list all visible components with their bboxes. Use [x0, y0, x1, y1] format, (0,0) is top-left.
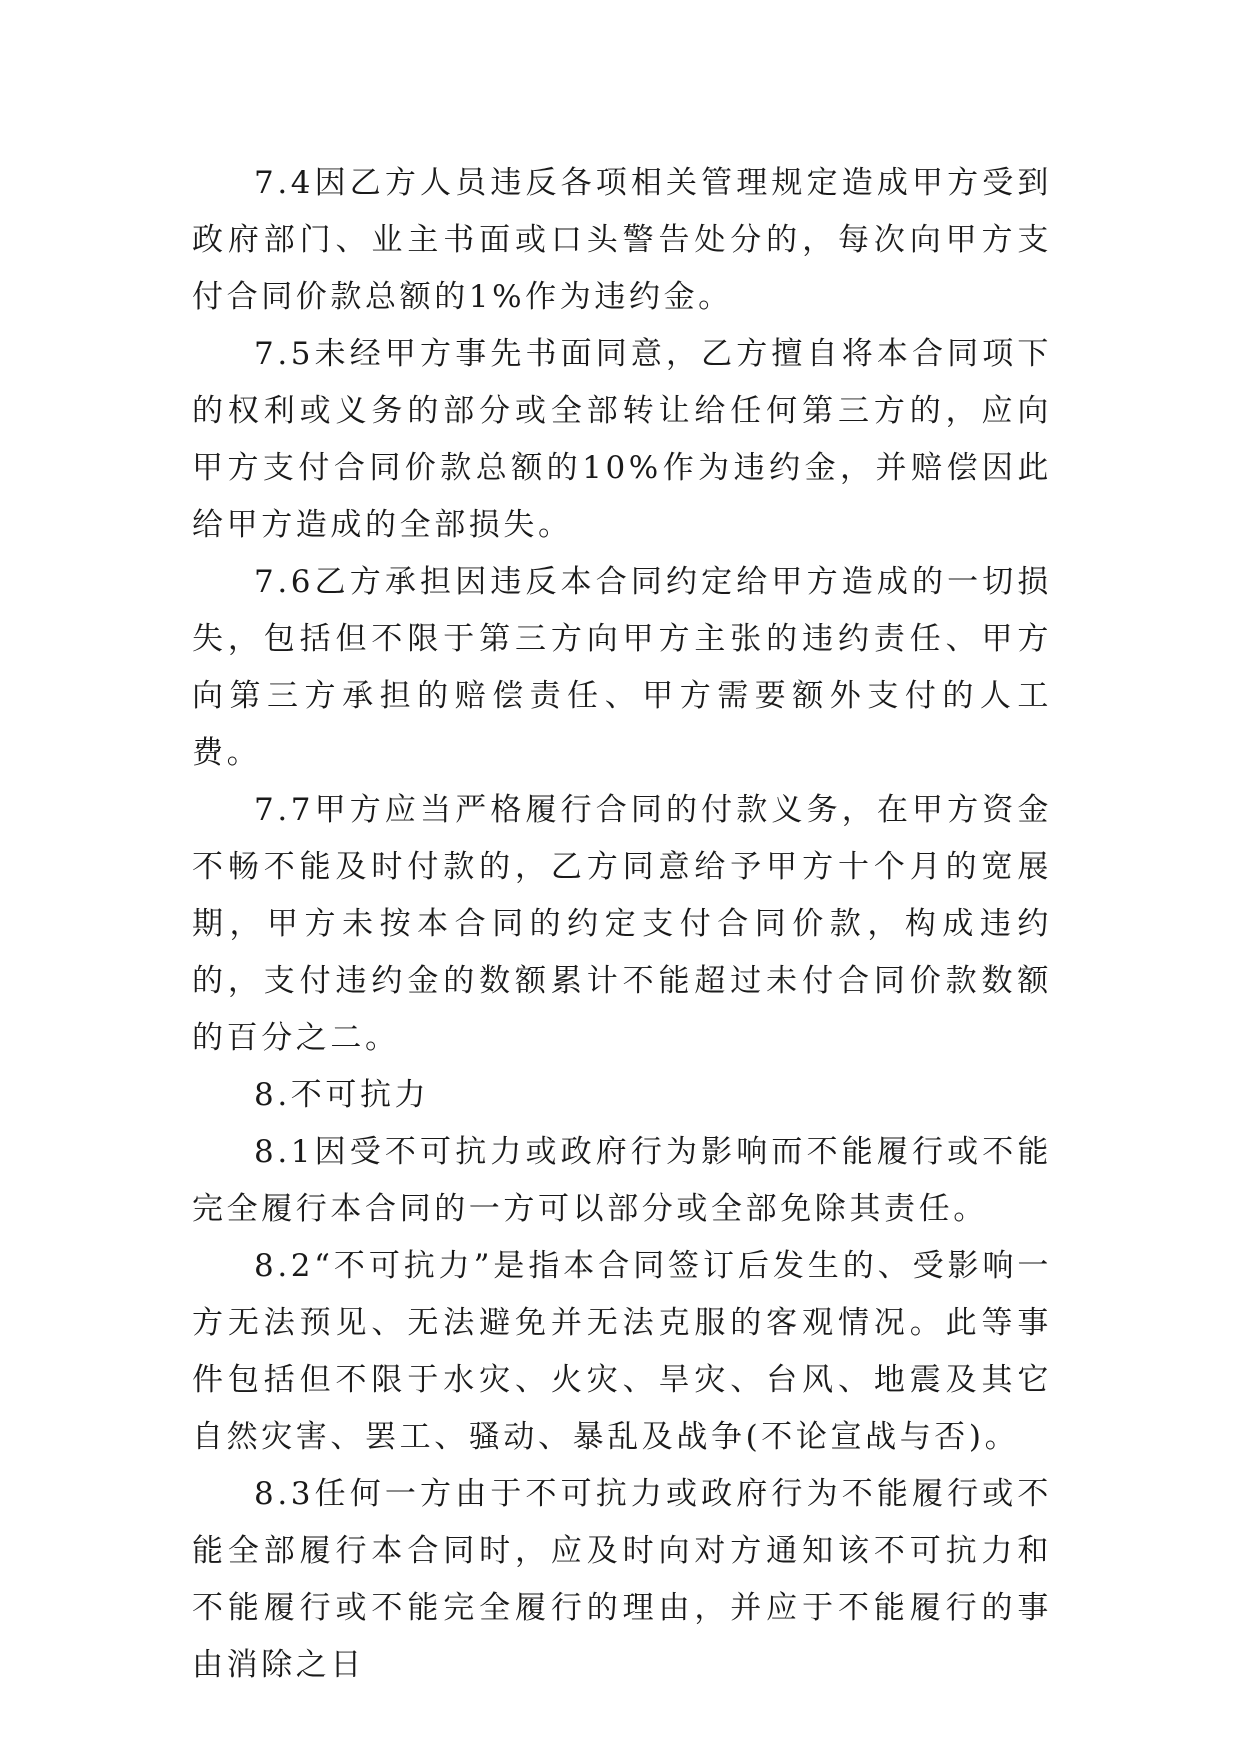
clause-7-6: 7.6乙方承担因违反本合同约定给甲方造成的一切损失，包括但不限于第三方向甲方主张的违约责任、甲方向第三方承担的赔偿责任、甲方需要额外支付的人工费。 [192, 564, 1052, 771]
clause-7-5: 7.5未经甲方事先书面同意，乙方擅自将本合同项下的权利或义务的部分或全部转让给任何第三方的，应向甲方支付合同价款总额的10%作为违约金，并赔偿因此给甲方造成的全部损失。 [192, 336, 1052, 543]
clause-8-3: 8.3任何一方由于不可抗力或政府行为不能履行或不能全部履行本合同时，应及时向对方通知该不可抗力和不能履行或不能完全履行的理由，并应于不能履行的事由消除之日 [192, 1476, 1052, 1683]
clause-8-2: 8.2“不可抗力”是指本合同签订后发生的、受影响一方无法预见、无法避免并无法克服的客观情况。此等事件包括但不限于水灾、火灾、旱灾、台风、地震及其它自然灾害、罢工、骚动、暴乱及战争(不论宣战与否)。 [192, 1248, 1052, 1455]
clause-8-1: 8.1因受不可抗力或政府行为影响而不能履行或不能完全履行本合同的一方可以部分或全部免除其责任。 [192, 1134, 1052, 1227]
section-8-heading: 8.不可抗力 [254, 1077, 430, 1113]
clause-7-4: 7.4因乙方人员违反各项相关管理规定造成甲方受到政府部门、业主书面或口头警告处分的，每次向甲方支付合同价款总额的1%作为违约金。 [192, 165, 1052, 315]
clause-7-7: 7.7甲方应当严格履行合同的付款义务，在甲方资金不畅不能及时付款的，乙方同意给予甲方十个月的宽展期，甲方未按本合同的约定支付合同价款，构成违约的，支付违约金的数额累计不能超过未付合同价款数额的百分之二。 [192, 792, 1052, 1056]
document-body [192, 155, 1052, 1694]
